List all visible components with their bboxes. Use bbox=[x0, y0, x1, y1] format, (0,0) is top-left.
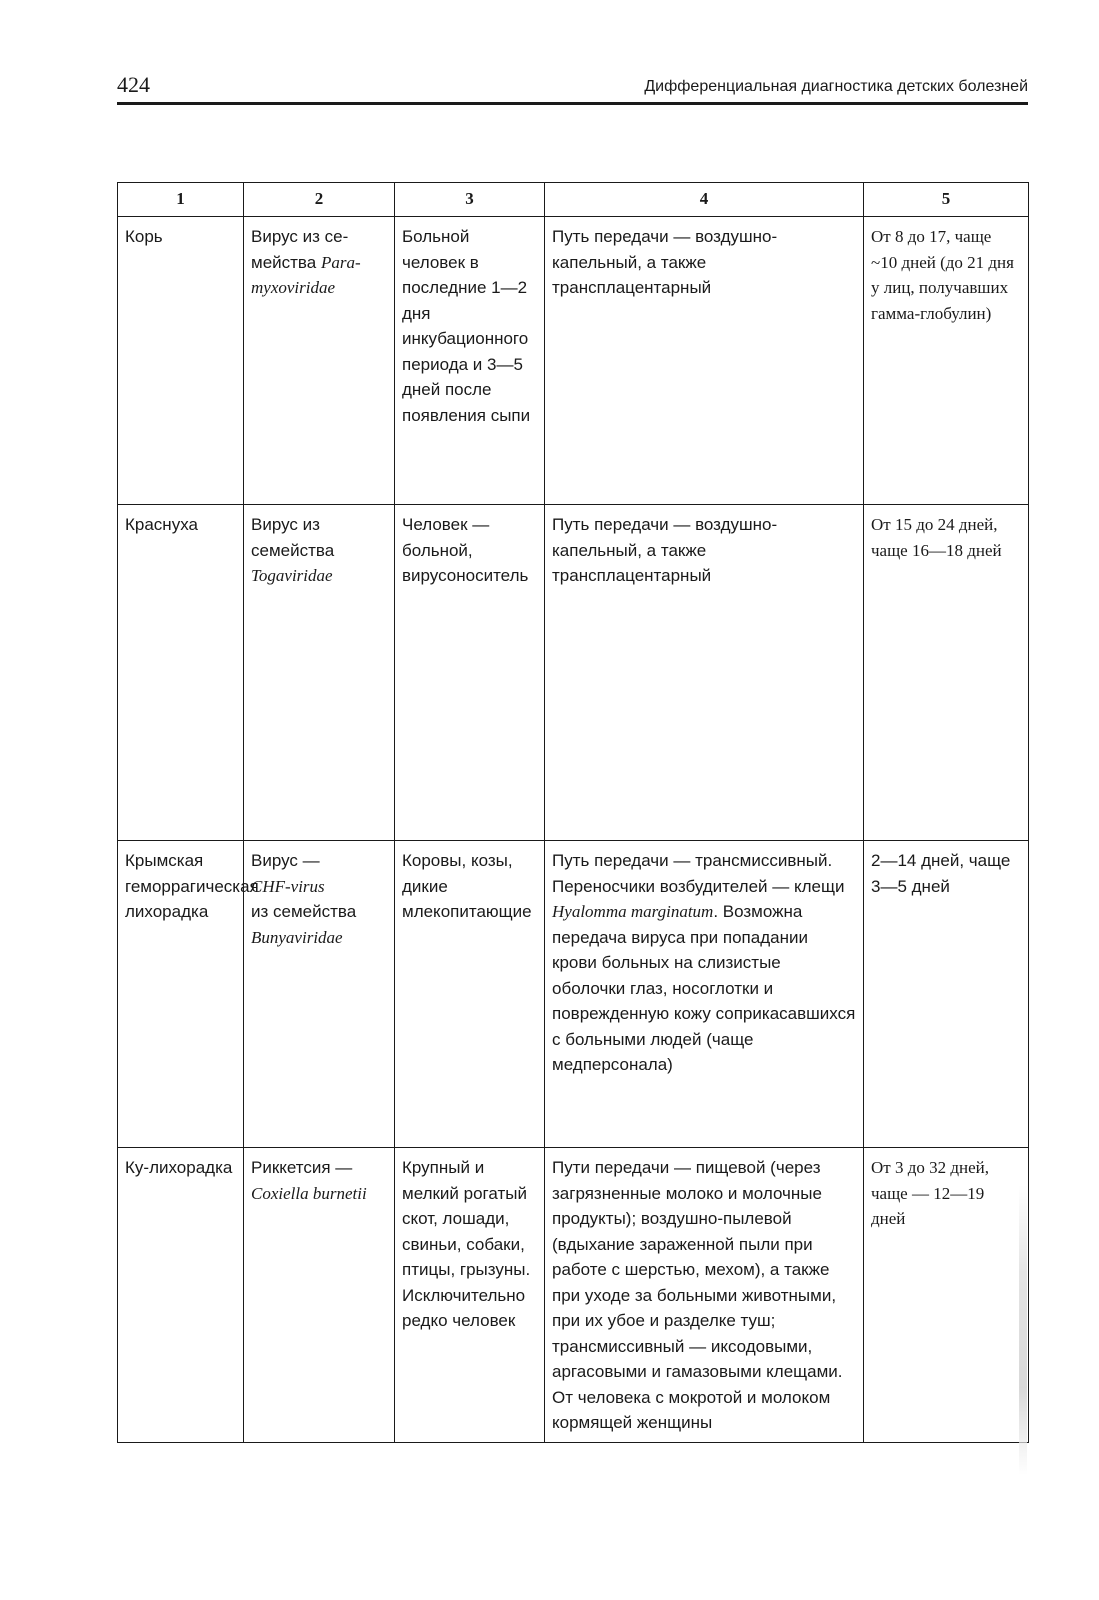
source-cell: Коровы, козы, дикие млекопитающие bbox=[395, 841, 545, 1148]
column-header: 3 bbox=[395, 183, 545, 217]
infection-table bbox=[117, 182, 1029, 1443]
incubation-cell: От 8 до 17, чаще ~10 дней (до 21 дня у лиц, получавших гамма-глобулин) bbox=[864, 217, 1029, 505]
table-row bbox=[118, 217, 1029, 505]
disease-cell: Краснуха bbox=[118, 505, 244, 841]
agent-cell: Вирус из семейства Togaviridae bbox=[244, 505, 395, 841]
scan-artifact bbox=[1019, 1185, 1027, 1475]
source-cell: Крупный и мелкий рогатый скот, лошади, свиньи, собаки, птицы, грызуны. Исключительно редко человек bbox=[395, 1148, 545, 1443]
column-header: 2 bbox=[244, 183, 395, 217]
running-title: Дифференциальная диагностика детских болезней bbox=[644, 78, 1028, 95]
disease-cell: Ку-лихорадка bbox=[118, 1148, 244, 1443]
incubation-cell: 2—14 дней, чаще 3—5 дней bbox=[864, 841, 1029, 1148]
column-header: 4 bbox=[545, 183, 864, 217]
table-row bbox=[118, 505, 1029, 841]
transmission-cell: Путь передачи — воздушно-капельный, а также трансплацентарный bbox=[545, 217, 864, 505]
source-cell: Человек — больной, вирусоноситель bbox=[395, 505, 545, 841]
agent-cell: Вирус — CHF-virus из семейства Bunyaviridae bbox=[244, 841, 395, 1148]
agent-cell: Вирус из се-мейства Para-myxoviridae bbox=[244, 217, 395, 505]
page-number: 424 bbox=[117, 72, 150, 97]
column-header: 1 bbox=[118, 183, 244, 217]
transmission-cell: Путь передачи — воздушно-капельный, а также трансплацентарный bbox=[545, 505, 864, 841]
agent-cell: Риккетсия — Coxiella burnetii bbox=[244, 1148, 395, 1443]
column-header: 5 bbox=[864, 183, 1029, 217]
disease-cell: Крымская геморрагическая лихорадка bbox=[118, 841, 244, 1148]
transmission-cell: Путь передачи — трансмиссивный. Переносчики возбудителей — клещи Hyalomma marginatum. Возможна передача вируса при попадании крови больных на слизистые оболочки глаз, носоглотки и поврежденную кожу соприкасавшихся с больными людей (чаще медперсонала) bbox=[545, 841, 864, 1148]
page-header bbox=[117, 68, 1028, 105]
table-header-row bbox=[118, 183, 1029, 217]
incubation-cell: От 15 до 24 дней, чаще 16—18 дней bbox=[864, 505, 1029, 841]
transmission-cell: Пути передачи — пищевой (через загрязненные молоко и молочные продукты); воздушно-пылевой (вдыхание зараженной пыли при работе с шерстью, мехом), а также при уходе за больными животными, при их убое и разделке туш; трансмиссивный — иксодовыми, аргасовыми и гамазовыми клещами. От человека с мокротой и молоком кормящей женщины bbox=[545, 1148, 864, 1443]
disease-cell: Корь bbox=[118, 217, 244, 505]
incubation-cell: От 3 до 32 дней, чаще — 12—19 дней bbox=[864, 1148, 1029, 1443]
source-cell: Больной человек в последние 1—2 дня инкубационного периода и 3—5 дней после появления сыпи bbox=[395, 217, 545, 505]
table-row bbox=[118, 841, 1029, 1148]
table-row bbox=[118, 1148, 1029, 1443]
